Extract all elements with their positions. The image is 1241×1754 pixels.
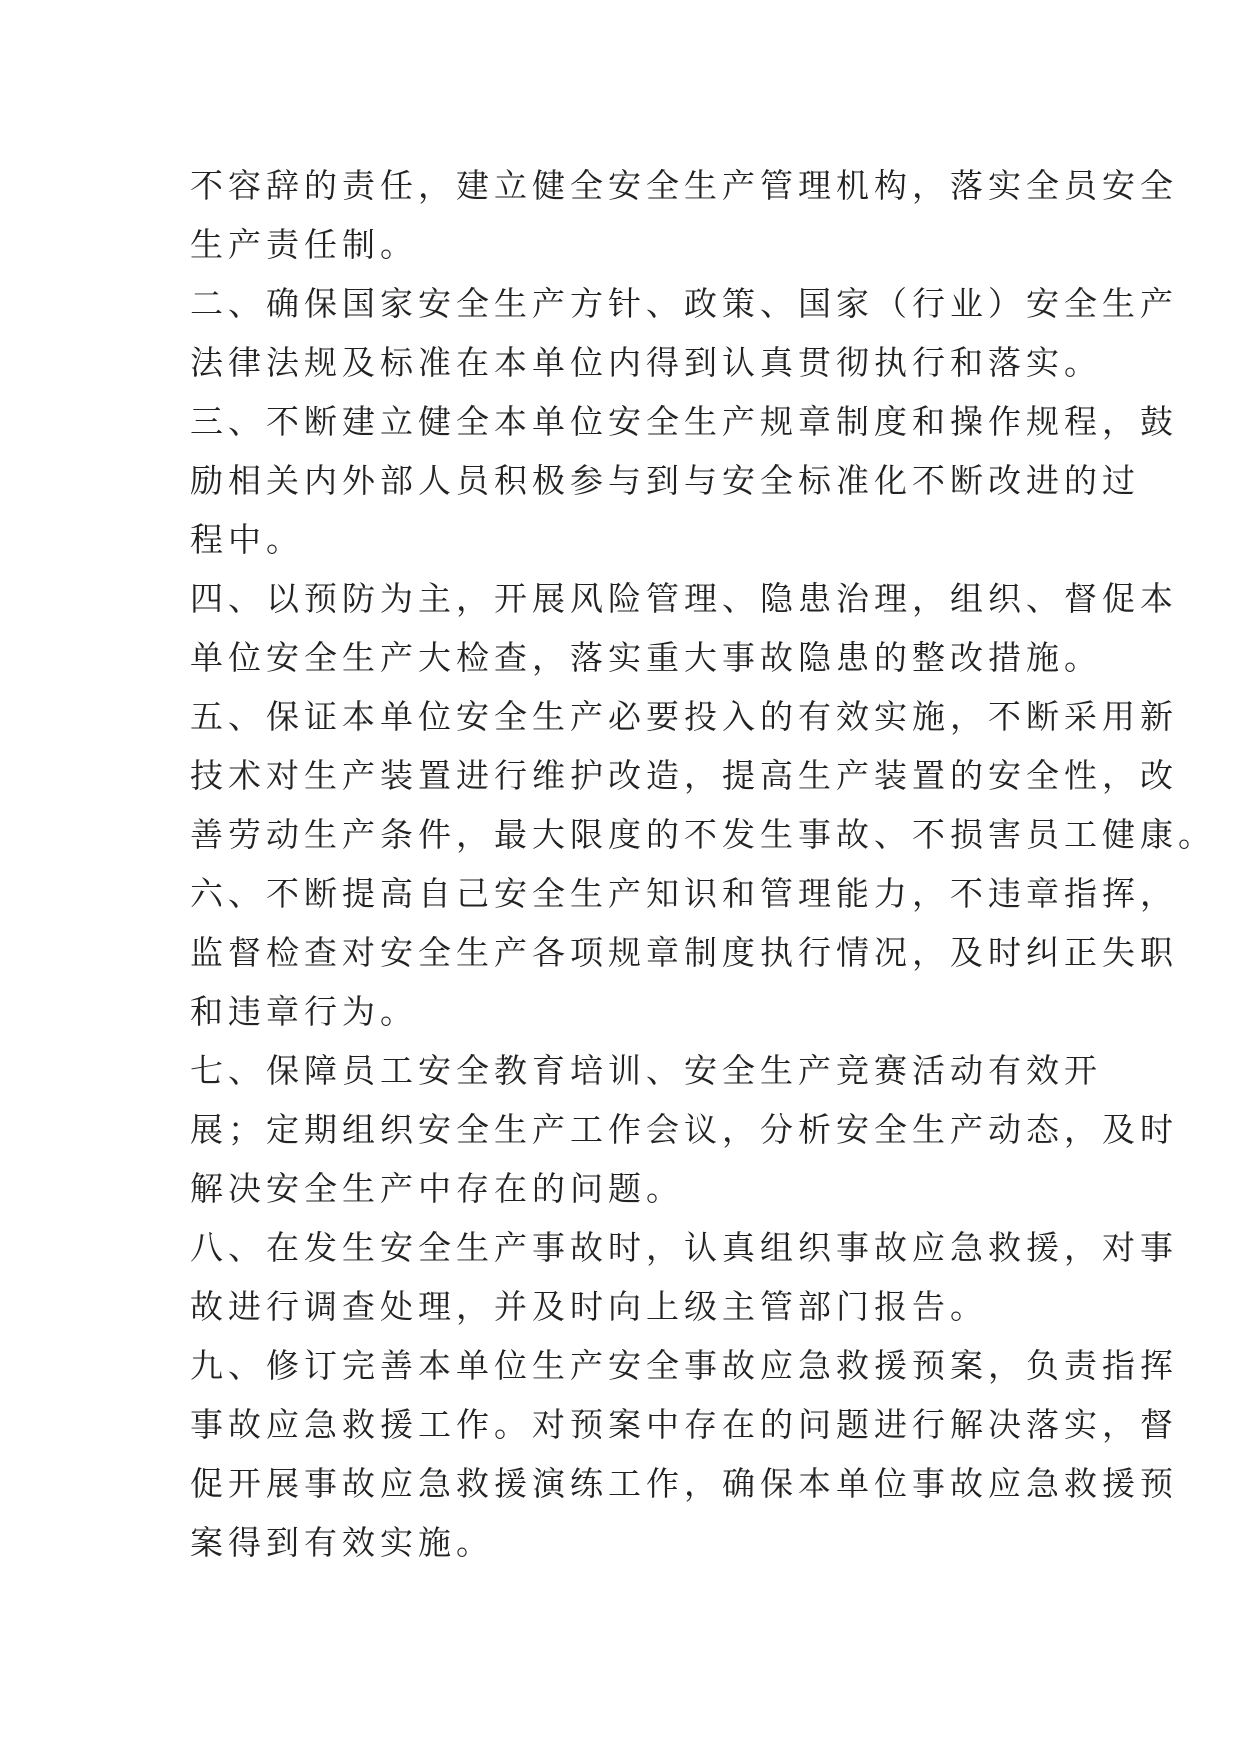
text-line: 展；定期组织安全生产工作会议，分析安全生产动态，及时	[190, 1110, 1178, 1149]
text-line: 程中。	[190, 520, 304, 559]
text-line: 三、不断建立健全本单位安全生产规章制度和操作规程，鼓	[190, 402, 1178, 441]
text-line: 事故应急救援工作。对预案中存在的问题进行解决落实，督	[190, 1405, 1178, 1444]
text-line: 不容辞的责任，建立健全安全生产管理机构，落实全员安全	[190, 166, 1178, 205]
text-line: 单位安全生产大检查，落实重大事故隐患的整改措施。	[190, 638, 1102, 677]
text-line: 八、在发生安全生产事故时，认真组织事故应急救援，对事	[190, 1228, 1178, 1267]
text-line: 技术对生产装置进行维护改造，提高生产装置的安全性，改	[190, 756, 1178, 795]
text-line: 四、以预防为主，开展风险管理、隐患治理，组织、督促本	[190, 579, 1178, 618]
text-line: 九、修订完善本单位生产安全事故应急救援预案，负责指挥	[190, 1346, 1178, 1385]
text-line: 监督检查对安全生产各项规章制度执行情况，及时纠正失职	[190, 933, 1178, 972]
text-line: 励相关内外部人员积极参与到与安全标准化不断改进的过	[190, 461, 1140, 500]
text-line: 解决安全生产中存在的问题。	[190, 1169, 684, 1208]
text-line: 六、不断提高自己安全生产知识和管理能力，不违章指挥，	[190, 874, 1178, 913]
text-line: 和违章行为。	[190, 992, 418, 1031]
document-body	[190, 156, 1216, 1572]
text-line: 法律法规及标准在本单位内得到认真贯彻执行和落实。	[190, 343, 1102, 382]
text-line: 促开展事故应急救援演练工作，确保本单位事故应急救援预	[190, 1464, 1178, 1503]
text-line: 善劳动生产条件，最大限度的不发生事故、不损害员工健康。	[190, 815, 1216, 854]
text-line: 七、保障员工安全教育培训、安全生产竞赛活动有效开	[190, 1051, 1102, 1090]
text-line: 二、确保国家安全生产方针、政策、国家（行业）安全生产	[190, 284, 1178, 323]
text-line: 五、保证本单位安全生产必要投入的有效实施，不断采用新	[190, 697, 1178, 736]
text-line: 故进行调查处理，并及时向上级主管部门报告。	[190, 1287, 988, 1326]
text-line: 案得到有效实施。	[190, 1523, 494, 1562]
text-line: 生产责任制。	[190, 225, 418, 264]
